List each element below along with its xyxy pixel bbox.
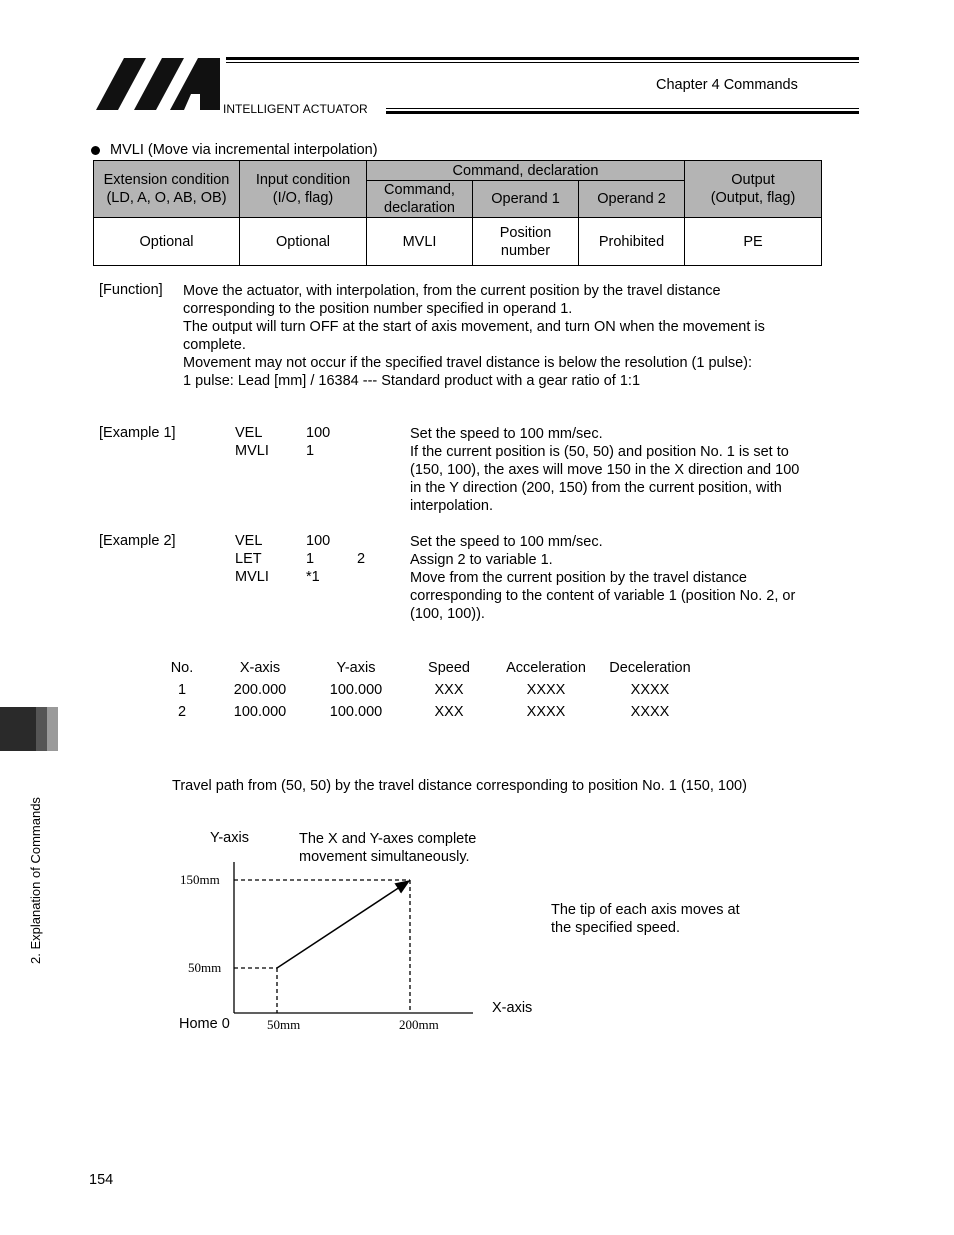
header-operand-2: Operand 2 [579,181,685,218]
x-tick-200mm: 200mm [399,1017,439,1032]
x-axis-label: X-axis [492,1000,533,1016]
travel-caption: Travel path from (50, 50) by the travel distance corresponding to position No. 1 (150, 100) [172,778,747,794]
value-command: MVLI [367,218,473,266]
value-operand-1: Position number [473,218,579,266]
value-operand-2: Prohibited [579,218,685,266]
cell: XXXX [526,704,566,720]
value-extension-condition: Optional [94,218,240,266]
example2-label: [Example 2] [99,533,176,549]
code-command: MVLI [235,443,269,459]
cell: 100.000 [329,704,383,720]
function-label: [Function] [99,282,163,298]
col-header: Y-axis [336,660,376,676]
header-command-declaration-group: Command, declaration [367,161,685,181]
cell: XXX [434,704,464,720]
y-axis-label: Y-axis [210,830,249,846]
header-output: Output (Output, flag) [685,161,822,218]
cell: 100.000 [329,682,383,698]
code-command: VEL [235,425,263,441]
col-header: No. [170,660,194,676]
simultaneous-note: The X and Y-axes complete movement simultaneously. [299,831,477,865]
example1-description: Set the speed to 100 mm/sec. If the current position is (50, 50) and position No. 1 is set to (150, 100), the axes will move 150 in the X direction and 100 in the Y direction (200, 150) from the current position, with interpolation. [410,426,800,514]
page-number: 154 [89,1172,114,1188]
side-tab-stripe-light [47,707,58,751]
y-tick-50mm: 50mm [188,960,222,975]
side-tab-stripe [36,707,47,751]
cell: 100.000 [233,704,287,720]
code-command: VEL [235,533,263,549]
header-input-condition: Input condition (I/O, flag) [240,161,367,218]
side-tab-label: 2. Explanation of Commands [28,797,43,964]
cell: XXXX [630,682,670,698]
value-output: PE [685,218,822,266]
col-header: X-axis [239,660,281,676]
example1-label: [Example 1] [99,425,176,441]
code-command: MVLI [235,569,269,585]
value-input-condition: Optional [240,218,367,266]
example2-description: Set the speed to 100 mm/sec. Assign 2 to variable 1. Move from the current position by the travel distance corresponding to the content of variable 1 (position No. 2, or (100, 100)). [410,534,796,622]
chapter-title: Chapter 4 Commands [656,77,798,93]
col-header: Speed [428,660,470,676]
header-operand-1: Operand 1 [473,181,579,218]
section-title: MVLI (Move via incremental interpolation) [110,142,378,158]
code-operand-1: *1 [306,569,320,585]
code-operand-1: 100 [306,533,331,549]
cell: XXXX [630,704,670,720]
function-text: Move the actuator, with interpolation, from the current position by the travel distance corresponding to the position number specified in operand 1. The output will turn OFF at the start of axis movement, and turn ON when the movement is complete. Movement may not occur if the specified travel distance is below the resolution (1 pulse): 1 pulse: Lead [mm] / 16384 --- Standard product with a gear ratio of 1:1 [183,283,765,389]
side-tab-block [0,707,36,751]
code-operand-1: 1 [306,443,315,459]
code-operand-1: 1 [306,551,315,567]
header-command: Command, declaration [367,181,473,218]
brand-name: INTELLIGENT ACTUATOR [223,102,368,116]
col-header: Deceleration [609,660,691,676]
header-extension-condition: Extension condition (LD, A, O, AB, OB) [94,161,240,218]
cell: 1 [177,682,187,698]
code-command: LET [235,551,262,567]
x-tick-50mm: 50mm [267,1017,301,1032]
travel-path-arrow [277,881,409,968]
cell: 2 [177,704,187,720]
y-tick-150mm: 150mm [180,872,220,887]
code-operand-2: 2 [357,551,366,567]
origin-label: Home 0 [179,1016,230,1032]
cell: XXX [434,682,464,698]
cell: XXXX [526,682,566,698]
cell: 200.000 [233,682,287,698]
speed-note: The tip of each axis moves at the specified speed. [551,902,740,936]
code-operand-1: 100 [306,425,331,441]
col-header: Acceleration [506,660,586,676]
